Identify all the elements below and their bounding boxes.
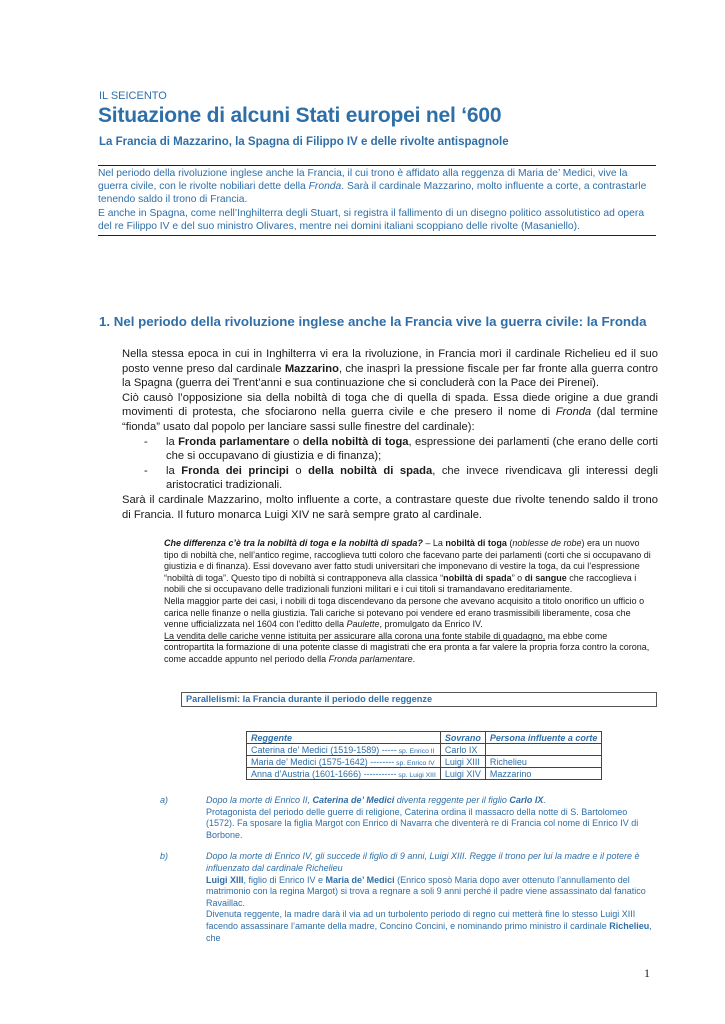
- regency-list: [160, 795, 658, 954]
- note-text: – La: [422, 538, 446, 548]
- table-cell: Richelieu: [485, 756, 602, 768]
- note-text: .: [412, 653, 416, 664]
- note-strong: nobiltà di spada: [443, 572, 512, 583]
- note-text: (: [506, 538, 513, 548]
- table-header: Persona influente a corte: [485, 732, 602, 744]
- body-text: Nella stessa epoca in cui in Inghilterra vi era la rivoluzione, in Francia morì il cardinale Richelieu ed il suo posto venne preso dal cardinale: [122, 348, 658, 375]
- table-cell: [247, 744, 441, 756]
- list-paragraph: [206, 909, 658, 944]
- intro-paragraph: E anche in Spagna, come nell’Inghilterra degli Stuart, si registra il fallimento di un disegno politico assolutistico ad opera del re Filippo IV e del suo ministro Olivares, mentre nei domini italiani scoppiano delle rivolte (Masaniello).: [98, 207, 645, 232]
- page-number: 1: [644, 966, 650, 980]
- list-paragraph: [206, 875, 658, 910]
- note-strong: nobiltà di toga: [445, 538, 507, 548]
- bullet-strong: della nobiltà di spada: [308, 464, 433, 477]
- list-text: , figlio di Enrico IV e: [243, 874, 326, 885]
- document-subtitle: La Francia di Mazzarino, la Spagna di Filippo IV e delle rivolte antispagnole: [99, 136, 509, 148]
- note-underline: La vendita delle cariche venne istituita per assicurare alla corona una fonte stabile di guadagno,: [164, 630, 546, 641]
- note-emphasis: Fronda parlamentare: [328, 653, 413, 664]
- section-body: [122, 347, 658, 522]
- cell-text: Caterina de’ Medici (1519-1589) -----: [251, 744, 397, 755]
- list-text: Divenuta reggente, la madre darà il via ad un turbolento periodo di regno cui metterà fine lo stesso Luigi XIII facendo assassinare l’amante della madre, Concino Concini, e nominando primo ministro il cardinale: [206, 909, 636, 931]
- body-emphasis: Fronda: [555, 406, 592, 419]
- cell-small-text: sp. Luigi XIII: [396, 771, 436, 779]
- section-heading: 1. Nel periodo della rivoluzione inglese anche la Francia vive la guerra civile: la Fronda: [99, 314, 647, 329]
- list-strong: Maria de’ Medici: [325, 874, 395, 885]
- body-paragraph: [122, 347, 658, 391]
- list-lead: [206, 851, 658, 874]
- list-strong: Carlo IX: [509, 795, 544, 805]
- table-cell: Carlo IX: [440, 744, 485, 756]
- list-text: Dopo la morte di Enrico II,: [206, 795, 313, 805]
- note-text: ) era un nuovo tipo di nobiltà che, nell’antico regime, raccoglieva tutti coloro che facevano parte dei parlamenti (corti che si occupavano di giustizia e di finanza). Essi dovevano aver fatto studi universitari che imponevano di vestire la toga, da cui l’espressione “nobiltà di toga”. Questo tipo di nobiltà si contrapponeva alla classica “: [164, 538, 651, 583]
- intro-box: [98, 165, 656, 236]
- table-header: Sovrano: [440, 732, 485, 744]
- bullet-strong: Fronda dei principi: [181, 464, 289, 477]
- note-box: [164, 538, 654, 666]
- note-text: ma ebbe come contropartita la formazione di una potente classe di magistrati che era pronta a far valere la propria forza contro la corona, come accadde appunto nel periodo della: [164, 630, 650, 664]
- note-question: Che differenza c’è tra la nobiltà di toga e la nobiltà di spada?: [164, 538, 423, 548]
- list-paragraph: Protagonista del periodo delle guerre di religione, Caterina ordina il massacro della notte di S. Bartolomeo (1572). Fa sposare la figlia Margot con Enrico di Navarra che diventerà re di Francia col nome di Enrico IV di Borbone.: [206, 806, 639, 840]
- list-strong: Richelieu: [609, 920, 650, 931]
- list-text: , che: [206, 920, 652, 943]
- list-marker: b): [160, 851, 169, 862]
- intro-emphasis: Fronda: [308, 181, 342, 193]
- intro-text: . Sarà il cardinale Mazzarino, molto influente a corte, a contrastarle tenendo saldo il trono di Francia.: [98, 181, 647, 206]
- list-item: [160, 851, 658, 944]
- table-row: [247, 756, 602, 768]
- body-paragraph: [122, 391, 658, 435]
- note-text: , promulgato da Enrico IV.: [379, 619, 483, 630]
- note-emphasis: noblesse de robe: [512, 538, 582, 548]
- bullet-item: [122, 464, 658, 493]
- bullet-strong: della nobiltà di toga: [302, 435, 409, 448]
- body-text: Ciò causò l’opposizione sia della nobiltà di toga che di quella di spada. Essa diede origine a due grandi movimenti di protesta, che sfociarono nella guerra civile e che presero il nome di: [122, 391, 658, 419]
- table-header-row: [247, 732, 602, 744]
- regency-table: [246, 731, 602, 780]
- list-text: Dopo la morte di Enrico IV, gli succede il figlio di 9 anni, Luigi XIII. Regge il trono per lui la madre e il potere è influenzato dal cardinale Richelieu: [206, 851, 640, 873]
- table-row: [247, 744, 602, 756]
- note-text: ” o: [511, 572, 525, 583]
- bullet-text: la: [166, 464, 182, 477]
- note-paragraph: [164, 596, 654, 631]
- table-cell: Luigi XIII: [440, 756, 485, 768]
- table-cell: Luigi XIV: [440, 768, 485, 780]
- list-text: (Enrico sposò Maria dopo aver ottenuto l’annullamento del matrimonio con la regina Margot) si trova a regnare a soli 9 anni perché il padre viene assassinato dal fanatico Ravaillac.: [206, 874, 646, 908]
- list-marker: a): [160, 795, 169, 805]
- note-strong: di sangue: [524, 572, 567, 583]
- section-kicker: IL SEICENTO: [99, 90, 167, 102]
- cell-text: Anna d’Austria (1601-1666) -----------: [251, 768, 397, 779]
- table-cell: [247, 756, 441, 768]
- table-cell: [247, 768, 441, 780]
- bullet-text: o: [288, 464, 309, 477]
- bullet-text: , espressione dei parlamenti (che erano delle corti che si occupavano di giustizia e di finanza);: [166, 435, 658, 463]
- table-row: [247, 768, 602, 780]
- bullet-text: , che invece rivendicava gli interessi degli aristocratici tradizionali.: [166, 464, 658, 492]
- bullet-strong: Fronda parlamentare: [178, 435, 290, 448]
- parallel-box-title: Parallelismi: la Francia durante il periodo delle reggenze: [181, 692, 657, 707]
- bullet-item: [122, 435, 658, 464]
- table-cell: [485, 744, 602, 756]
- intro-paragraph: [98, 167, 656, 207]
- note-emphasis: Paulette: [346, 619, 380, 630]
- note-paragraph: [164, 631, 654, 666]
- list-text: .: [543, 795, 546, 805]
- cell-small-text: sp. Enrico II: [396, 747, 435, 755]
- body-text: , che inasprì la pressione fiscale per far fronte alla guerra contro la Spagna (guerra dei Trent’anni e sua continuazione che si concluderà con la Pace dei Pirenei).: [122, 362, 658, 390]
- body-text: (dal termine “fionda” usato dal popolo per lanciare sassi sulle finestre del cardinale):: [122, 406, 658, 433]
- document-title: Situazione di alcuni Stati europei nel ‘600: [98, 104, 502, 127]
- body-paragraph: Sarà il cardinale Mazzarino, molto influente a corte, a contrastare queste due rivolte tenendo saldo il trono di Francia. Il futuro monarca Luigi XIV ne sarà sempre grato al cardinale.: [122, 493, 658, 521]
- list-text: diventa reggente per il figlio: [394, 795, 510, 805]
- cell-small-text: sp. Enrico IV: [394, 759, 435, 767]
- note-text: Nella maggior parte dei casi, i nobili di toga discendevano da persone che avevano acquisito a titolo onorifico un ufficio o carica nelle finanze o nella giustizia. Tali cariche si potevano poi vendere ed erano trasmissibili liberamente, cosa che venne ufficializzata nel 1604 con l’editto della: [164, 595, 645, 630]
- bullet-dash: -: [144, 464, 148, 477]
- cell-text: Maria de’ Medici (1575-1642) --------: [251, 756, 395, 767]
- bullet-text: o: [289, 435, 303, 448]
- bullet-text: la: [166, 435, 179, 448]
- body-strong: Mazzarino: [284, 362, 339, 375]
- table-cell: Mazzarino: [485, 768, 602, 780]
- note-text: che raccoglieva i nobili che si occupavano delle tradizionali funzioni militari e i cui titoli si tramandavano ereditariamente.: [164, 572, 637, 595]
- note-paragraph: [164, 538, 654, 596]
- list-strong: Caterina de’ Medici: [312, 795, 395, 805]
- list-item: [160, 795, 658, 841]
- table-header: Reggente: [247, 732, 441, 744]
- list-strong: Luigi XIII: [206, 874, 244, 885]
- list-lead: [206, 795, 658, 807]
- intro-text: Nel periodo della rivoluzione inglese anche la Francia, il cui trono è affidato alla reggenza di Maria de’ Medici, vive la guerra civile, con le rivolte nobiliari dette della: [98, 168, 628, 193]
- bullet-dash: -: [144, 435, 148, 448]
